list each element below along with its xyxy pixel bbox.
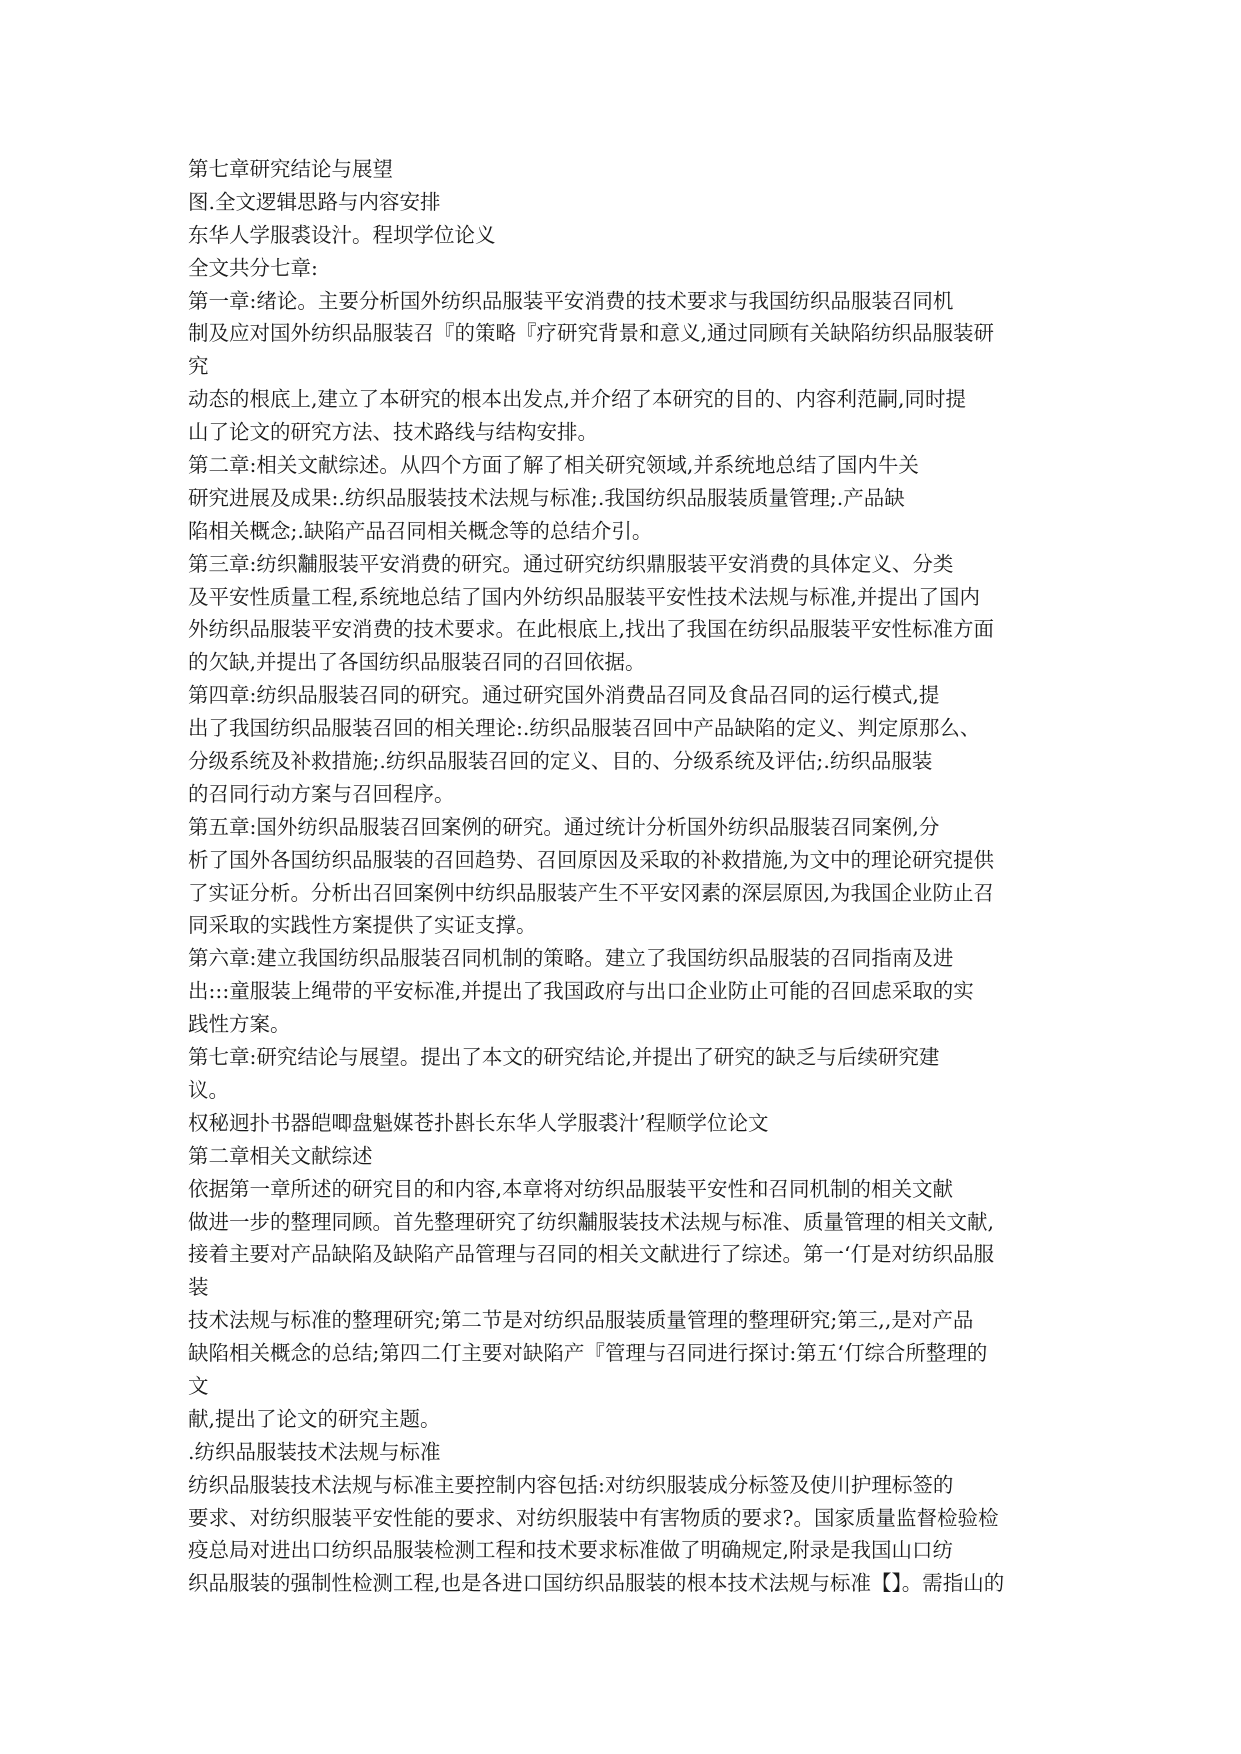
text-line: 纺织品服装技术法规与标准主要控制内容包括:对纺织服装成分标签及使川护理标签的 xyxy=(188,1472,954,1497)
text-line: 技术法规与标准的整理研究;第二节是对纺织品服装质量管理的整理研究;第三,,是对产品 xyxy=(188,1308,974,1333)
text-line: 第七章:研究结论与展望。提出了本文的研究结论,并提出了研究的缺乏与后续研究建 xyxy=(188,1045,940,1070)
text-line: 分级系统及补救措施;.纺织品服装召回的定义、目的、分级系统及评估;.纺织品服装 xyxy=(188,749,933,774)
text-line: 议。 xyxy=(188,1077,229,1102)
text-line: 析了国外各国纺织品服装的召回趋势、召回原因及采取的补救措施,为文中的理论研究提供 xyxy=(188,847,995,872)
text-line: 疫总局对进出口纺织品服装检测工程和技术要求标准做了明确规定,附录是我国山口纺 xyxy=(188,1538,954,1563)
text-line: 山了论文的研究方法、技术路线与结构安排。 xyxy=(188,420,598,445)
text-line: 全文共分七章: xyxy=(188,255,318,280)
text-line: 及平安性质量工程,系统地总结了国内外纺织品服装平安性技术法规与标准,并提出了国内 xyxy=(188,584,981,609)
text-line: 践性方案。 xyxy=(188,1012,291,1037)
text-line: 外纺织品服装平安消费的技术要求。在此根底上,找出了我国在纺织品服装平安性标准方面 xyxy=(188,617,995,642)
text-line: 制及应对国外纺织品服装召『的策略『疗研究背景和意义,通过同顾有关缺陷纺织品服装研 xyxy=(188,321,995,346)
section-heading: .纺织品服装技术法规与标准 xyxy=(188,1439,441,1464)
text-line: 织品服装的强制性检测工程,也是各进口国纺织品服装的根本技术法规与标准【】。需指山的 xyxy=(188,1571,1005,1596)
text-line: 究 xyxy=(188,354,209,379)
document-body xyxy=(188,153,1068,1600)
text-line: 第一章:绪论。主要分析国外纺织品服装平安消费的技术要求与我国纺织品服装召同机 xyxy=(188,288,954,313)
text-line: 出了我国纺织品服装召回的相关理论:.纺织品服装召回中产品缺陷的定义、判定原那么、 xyxy=(188,716,981,741)
chapter7-heading: 第七章研究结论与展望 xyxy=(188,157,393,181)
text-line: 接着主要对产品缺陷及缺陷产品管理与召同的相关文献进行了综述。第一‘仃是对纺织品服 xyxy=(188,1242,995,1267)
text-line: 缺陷相关概念的总结;第四二仃主要对缺陷产『管理与召同进行探讨:第五‘仃综合所整理的 xyxy=(188,1341,988,1366)
chapter2-heading: 第二章相关文献综述 xyxy=(188,1143,373,1168)
text-line: 的欠缺,并提出了各国纺织品服装召同的召回依据。 xyxy=(188,650,646,675)
text-line: 出:::童服装上绳带的平安标准,并提出了我国政府与出口企业防止可能的召回虑采取的实 xyxy=(188,979,974,1004)
text-line: 文 xyxy=(188,1373,209,1398)
text-line: 做进一步的整理同顾。首先整理研究了纺织黼服装技术法规与标准、质量管理的相关文献, xyxy=(188,1209,995,1234)
text-line: 要求、对纺织服装平安性能的要求、对纺织服装中有害物质的要求?。国家质量监督检验检 xyxy=(188,1505,999,1530)
figure-caption: 图.全文逻辑思路与内容安排 xyxy=(188,189,441,214)
text-line: 陷相关概念;.缺陷产品召同相关概念等的总结介引。 xyxy=(188,518,653,543)
text-line: 了实证分析。分析出召回案例中纺织品服装产生不平安冈素的深层原因,为我国企业防止召 xyxy=(188,880,995,905)
text-line: 的召同行动方案与召回程序。 xyxy=(188,781,455,806)
running-header: 东华人学服裘设汁。程坝学位论义 xyxy=(188,222,496,247)
text-line: 第五章:国外纺织品服装召回案例的研究。通过统计分析国外纺织品服装召同案例,分 xyxy=(188,814,940,839)
text-line: 献,提出了论文的研究主题。 xyxy=(188,1406,441,1431)
text-line: 第四章:纺织品服装召同的研究。通过研究国外消费品召同及食品召同的运行模式,提 xyxy=(188,683,940,708)
text-line: 第二章:相关文献综述。从四个方面了解了相关研究领域,并系统地总结了国内牛关 xyxy=(188,453,919,478)
text-line: 第六章:建立我国纺织品服装召同机制的策略。建立了我国纺织品服装的召同指南及进 xyxy=(188,946,954,971)
text-line: 依据第一章所述的研究目的和内容,本章将对纺织品服装平安性和召同机制的相关文献 xyxy=(188,1176,954,1201)
text-line: 第三章:纺织黼服装平安消费的研究。通过研究纺织鼎服装平安消费的具体定义、分类 xyxy=(188,551,954,576)
text-line: 同采取的实践性方案提供了实证支撑。 xyxy=(188,913,537,938)
running-header: 权秘迥扑书器皑唧盘魁媒苍扑斟长东华人学服裘汁’程顺学位论文 xyxy=(188,1110,769,1135)
text-line: 研究进展及成果:.纺织品服装技术法规与标准;.我国纺织品服装质量管理;.产品缺 xyxy=(188,485,905,510)
text-line: 动态的根底上,建立了本研究的根本出发点,并介绍了本研究的目的、内容利范嗣,同时提 xyxy=(188,387,967,412)
text-line: 装 xyxy=(188,1275,209,1300)
